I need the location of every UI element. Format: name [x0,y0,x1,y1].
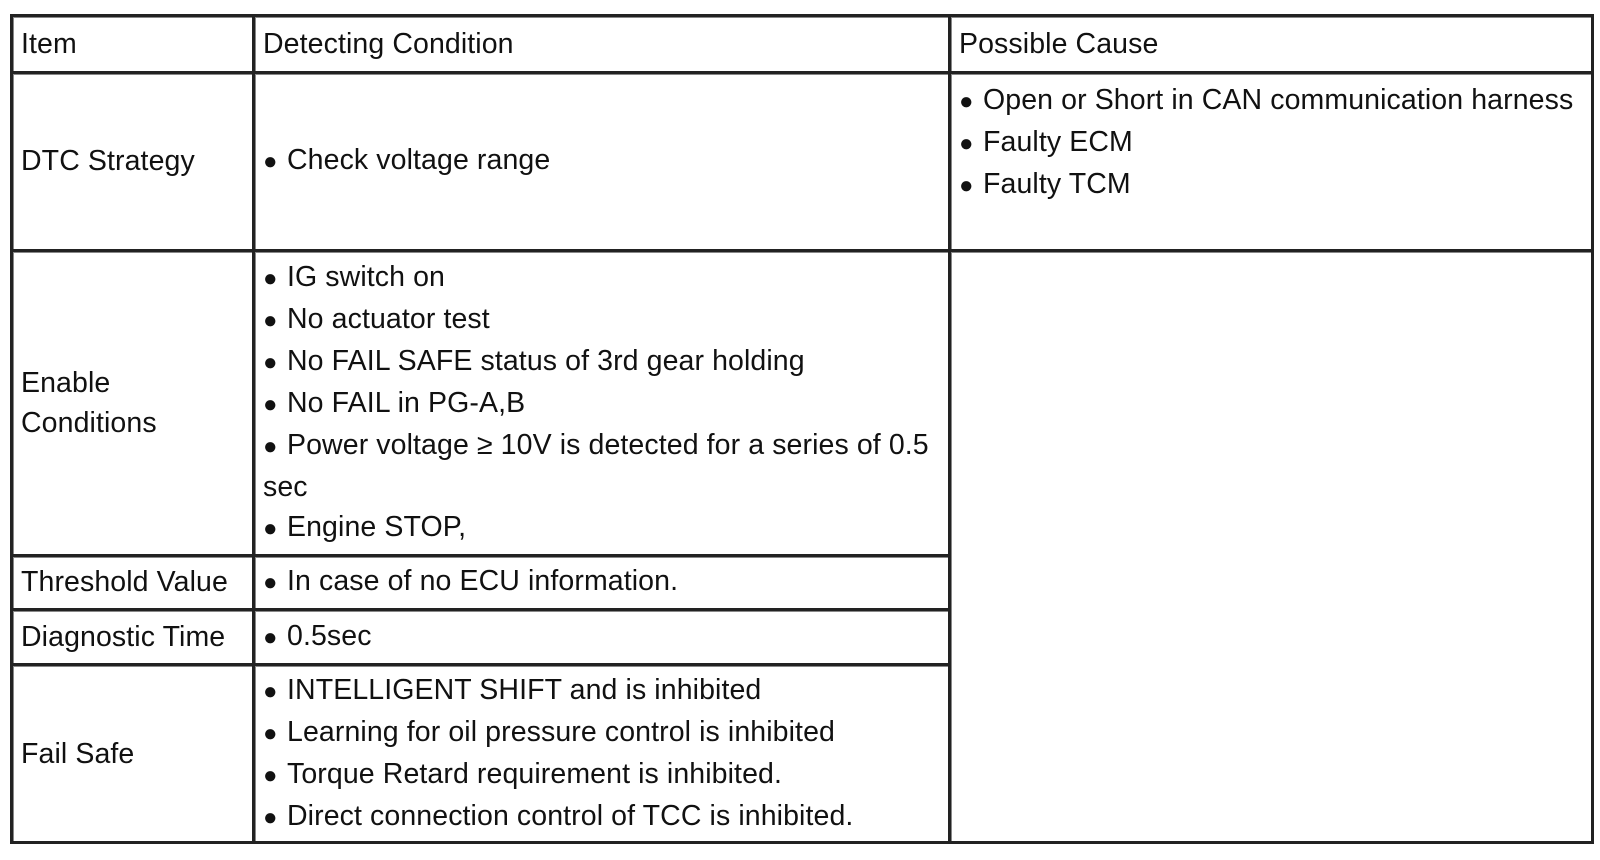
bullet-icon: ● [263,390,278,418]
bullet-icon: ● [263,432,278,460]
dtc-table [10,14,1594,844]
cause-line [959,80,1591,122]
condition-text: No FAIL SAFE status of 3rd gear holding [287,344,805,377]
cause-line [959,164,1591,206]
bullet-icon: ● [263,569,278,597]
condition-text: No FAIL in PG-A,B [287,386,526,419]
cause-text: Open or Short in CAN communication harness [983,83,1574,116]
condition-text: IG switch on [287,260,446,293]
condition-text: Direct connection control of TCC is inhibited. [287,799,854,832]
condition-text: Engine STOP, [287,510,467,543]
condition-text: Learning for oil pressure control is inhibited [287,715,835,748]
condition-line [263,507,948,549]
condition-cell [255,557,951,612]
header-item: Item [13,17,255,74]
condition-line [263,341,948,383]
bullet-icon: ● [263,624,278,652]
condition-line [263,140,948,182]
row-label-dtc-strategy: DTC Strategy [13,74,255,252]
condition-text: Check voltage range [287,144,551,177]
condition-line [263,425,948,507]
condition-line [263,257,948,299]
row-label-threshold-value: Threshold Value [13,557,255,612]
row-label-enable-conditions: Enable Conditions [13,252,255,557]
bullet-icon: ● [263,514,278,542]
bullet-icon: ● [263,148,278,176]
possible-cause-cell [951,74,1594,252]
condition-line [263,670,948,712]
row-label-diagnostic-time: Diagnostic Time [13,611,255,666]
row-label-fail-safe: Fail Safe [13,666,255,844]
table-row [13,252,1594,557]
condition-cell [255,611,951,666]
bullet-icon: ● [959,87,974,115]
bullet-icon: ● [263,677,278,705]
table-header-row [13,17,1594,74]
bullet-icon: ● [959,129,974,157]
condition-line [263,561,948,603]
condition-text: Torque Retard requirement is inhibited. [287,757,782,790]
bullet-icon: ● [959,171,974,199]
condition-line [263,299,948,341]
condition-text: No actuator test [287,302,490,335]
header-detecting-condition: Detecting Condition [255,17,951,74]
bullet-icon: ● [263,348,278,376]
condition-line [263,754,948,796]
cause-text: Faulty TCM [983,167,1131,200]
condition-text: In case of no ECU information. [287,565,679,598]
condition-line [263,712,948,754]
condition-line [263,383,948,425]
bullet-icon: ● [263,761,278,789]
condition-cell [255,666,951,844]
condition-text: 0.5sec [287,620,372,653]
condition-line [263,616,948,658]
bullet-icon: ● [263,264,278,292]
header-possible-cause: Possible Cause [951,17,1594,74]
condition-line [263,796,948,838]
condition-text: Power voltage ≥ 10V is detected for a series of 0.5 sec [263,428,929,503]
cause-line [959,122,1591,164]
condition-text: INTELLIGENT SHIFT and is inhibited [287,673,762,706]
bullet-icon: ● [263,306,278,334]
table-row [13,74,1594,252]
condition-cell [255,74,951,252]
cause-text: Faulty ECM [983,125,1133,158]
bullet-icon: ● [263,803,278,831]
bullet-icon: ● [263,719,278,747]
condition-cell [255,252,951,557]
possible-cause-empty-cell [951,252,1594,844]
